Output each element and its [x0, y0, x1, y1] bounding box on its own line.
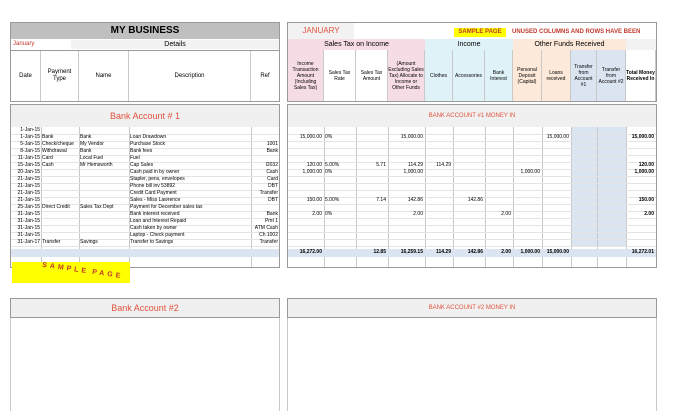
amount-cell: 0% — [325, 169, 333, 175]
date-cell: 5-Jan-15 — [20, 141, 40, 147]
date-cell: 20-Jan-15 — [17, 169, 40, 175]
ref-cell: DBT — [268, 197, 278, 203]
text-cell: Cap Sales — [130, 162, 154, 168]
text-cell: Cash paid in by owner — [130, 169, 180, 175]
column-total-cell: 12.85 — [373, 249, 386, 255]
row-total-cell: 1,000.00 — [634, 169, 654, 175]
money-in-col-header: Sales Tax Rate — [324, 50, 356, 101]
left-column-headers — [11, 51, 279, 101]
date-cell: 31-Jan-17 — [17, 239, 40, 245]
text-cell: Phone bill inv 53892 — [130, 183, 176, 189]
sample-page-tag: SAMPLE PAGE — [454, 28, 506, 37]
amount-cell: 150.00 — [306, 197, 322, 203]
text-cell: Direct Credit — [42, 204, 70, 210]
amount-cell: 114.29 — [436, 162, 451, 168]
sample-word: SAMPLE — [41, 261, 90, 276]
text-cell: Bank — [80, 148, 92, 154]
text-cell: Local Fuel — [80, 155, 104, 161]
text-cell: Withdrawal — [42, 148, 67, 154]
ref-cell: Card — [267, 176, 278, 182]
ref-cell: Cash — [266, 169, 278, 175]
text-cell: Fuel — [130, 155, 140, 161]
amount-cell: 15,000.00 — [546, 134, 569, 140]
bank2-left-panel — [10, 298, 280, 318]
text-cell: Sales - Miss Lawrence — [130, 197, 181, 203]
ref-cell: ATM Cash — [254, 225, 278, 231]
amount-cell: 2.00 — [501, 211, 511, 217]
amount-cell: 142.86 — [407, 197, 423, 203]
left-total-row — [11, 249, 279, 257]
amount-cell: 7.14 — [376, 197, 386, 203]
money-in-col-header: (Amount Excluding Sales Tax) Allocate to Income or Other Funds — [388, 50, 425, 101]
bank1-money-in-grid — [288, 127, 656, 267]
money-in-col-header: Accessories — [453, 50, 485, 101]
date-cell: 21-Jan-15 — [17, 183, 40, 189]
text-cell: Check/cheque — [42, 141, 74, 147]
date-cell: 31-Jan-15 — [17, 232, 40, 238]
column-total-cell: 15,000.00 — [546, 249, 569, 255]
text-cell: My Vendor — [80, 141, 104, 147]
month-title: JANUARY — [288, 23, 354, 39]
date-cell: 8-Jan-15 — [20, 148, 40, 154]
bank2-left-body — [10, 318, 280, 411]
bank2-right-body — [287, 318, 657, 411]
ref-cell: DBT — [268, 183, 278, 189]
right-column-headers — [288, 50, 656, 101]
row-total-cell: 150.00 — [638, 197, 654, 203]
ref-cell: I2032 — [265, 162, 278, 168]
left-col-header: Date — [11, 51, 41, 101]
column-total-cell: 2.00 — [501, 249, 511, 255]
money-in-col-header: Bank Interest — [485, 50, 513, 101]
ref-cell: Transfer — [259, 190, 278, 196]
date-cell: 21-Jan-15 — [17, 176, 40, 182]
text-cell: Bank interest received — [130, 211, 180, 217]
left-col-header: Description — [129, 51, 251, 101]
column-total-cell: 114.29 — [435, 249, 451, 255]
amount-cell: 2.00 — [312, 211, 322, 217]
bank2-title: Bank Account #2 — [11, 299, 279, 317]
text-cell: Bank fees — [130, 148, 153, 154]
page-word: PAGE — [91, 268, 124, 281]
amount-cell: 5.71 — [376, 162, 386, 168]
text-cell: Savings — [80, 239, 98, 245]
date-cell: 21-Jan-15 — [17, 190, 40, 196]
grand-total-cell: 16,272.01 — [631, 249, 654, 255]
date-cell: 25-Jan-15 — [17, 204, 40, 210]
column-total-cell: 142.86 — [467, 249, 483, 255]
date-cell: 1-Jan-15 — [20, 134, 40, 140]
money-in-panel — [287, 22, 657, 102]
text-cell: Transfer — [42, 239, 61, 245]
text-cell: Transfer to Savings — [130, 239, 174, 245]
bank1-left-panel — [10, 104, 280, 268]
text-cell: Loan and Interest Repaid — [130, 218, 187, 224]
column-total-cell: 16,259.15 — [400, 249, 423, 255]
amount-cell: 5.00% — [325, 162, 340, 168]
date-cell: 15-Jan-15 — [17, 162, 40, 168]
money-in-col-header: Transfer from Account #1 — [571, 50, 597, 101]
income-group-label: Income — [425, 39, 513, 50]
business-ledger-panel — [10, 22, 280, 102]
bank1-right-panel — [287, 104, 657, 268]
left-col-header: Name — [79, 51, 129, 101]
text-cell: Laptop - Check payment — [130, 232, 185, 238]
amount-cell: 1,000.00 — [302, 169, 322, 175]
money-in-col-header: Personal Deposit (Capital) — [513, 50, 542, 101]
bank1-ledger-grid — [11, 127, 279, 267]
text-cell: Bank — [80, 134, 92, 140]
money-in-totals-row — [288, 249, 656, 257]
ref-cell: Pmt 1 — [264, 218, 278, 224]
amount-cell: 5.00% — [325, 197, 340, 203]
amount-cell: 15,000.00 — [299, 134, 322, 140]
text-cell: Credit Card Payment — [130, 190, 177, 196]
amount-cell: 15,000.00 — [400, 134, 423, 140]
ref-cell: Bank — [266, 211, 278, 217]
amount-cell: 120.00 — [306, 162, 322, 168]
unused-notice: UNUSED COLUMNS AND ROWS HAVE BEEN — [512, 29, 641, 35]
business-title: MY BUSINESS — [11, 23, 279, 39]
bank1-money-in-title: BANK ACCOUNT #1 MONEY IN — [288, 105, 656, 127]
ledger-row[interactable] — [11, 239, 279, 247]
money-in-col-header: Sales Tax Amount — [356, 50, 388, 101]
text-cell: Bank — [42, 134, 54, 140]
sample-page-badge — [12, 262, 130, 283]
other-funds-group-label: Other Funds Received — [513, 39, 626, 50]
text-cell: Mr Hemsworth — [80, 162, 113, 168]
sales-tax-group-label: Sales Tax on Income — [288, 39, 425, 50]
date-cell: 31-Jan-15 — [17, 225, 40, 231]
date-cell: 1-Jan-15 — [20, 127, 40, 133]
amount-cell: 0% — [325, 211, 333, 217]
ref-cell: Bank — [266, 148, 278, 154]
date-cell: 31-Jan-15 — [17, 218, 40, 224]
bank2-right-panel — [287, 298, 657, 318]
money-in-col-header: Loans received — [542, 50, 571, 101]
ref-cell: Ch 1002 — [259, 232, 278, 238]
money-in-col-header: Total Money Received In — [626, 50, 656, 101]
row-total-cell: 2.00 — [644, 211, 654, 217]
column-total-cell: 1,000.00 — [520, 249, 540, 255]
details-label: Details — [71, 40, 279, 49]
money-in-col-header: Transfer from Account #2 — [597, 50, 626, 101]
left-col-header: Ref — [260, 72, 270, 79]
money-in-row[interactable] — [288, 239, 656, 247]
money-in-col-header: Clothes — [425, 50, 453, 101]
text-cell: Payment for December sales tax — [130, 204, 203, 210]
date-cell: 11-Jan-15 — [17, 155, 40, 161]
amount-cell: 142.86 — [467, 197, 483, 203]
text-cell: Cash taken by owner — [130, 225, 177, 231]
left-col-header: Payment Type — [41, 51, 79, 101]
text-cell: Card — [42, 155, 53, 161]
date-cell: 31-Jan-15 — [17, 211, 40, 217]
amount-cell: 2.00 — [413, 211, 423, 217]
month-label: January — [13, 41, 35, 47]
text-cell: Sales Tax Dept — [80, 204, 114, 210]
amount-cell: 114.29 — [408, 162, 423, 168]
ref-cell: 1001 — [266, 141, 278, 147]
amount-cell: 1,000.00 — [403, 169, 423, 175]
bank1-title: Bank Account # 1 — [11, 105, 279, 127]
text-cell: Stapler, pens, envelopes — [130, 176, 185, 182]
text-cell: Purchase Stock — [130, 141, 166, 147]
row-total-cell: 15,000.00 — [631, 134, 654, 140]
text-cell: Loan Drawdown — [130, 134, 167, 140]
bank2-money-in-title: BANK ACCOUNT #2 MONEY IN — [288, 299, 656, 317]
amount-cell: 0% — [325, 134, 333, 140]
column-total-cell: 16,272.00 — [299, 249, 322, 255]
amount-cell: 1,000.00 — [520, 169, 540, 175]
date-cell: 21-Jan-15 — [17, 197, 40, 203]
text-cell: Cash — [42, 162, 54, 168]
money-in-col-header: Income Transaction Amount (Including Sales Tax) — [288, 50, 324, 101]
row-total-cell: 120.00 — [638, 162, 654, 168]
ref-cell: Transfer — [259, 239, 278, 245]
